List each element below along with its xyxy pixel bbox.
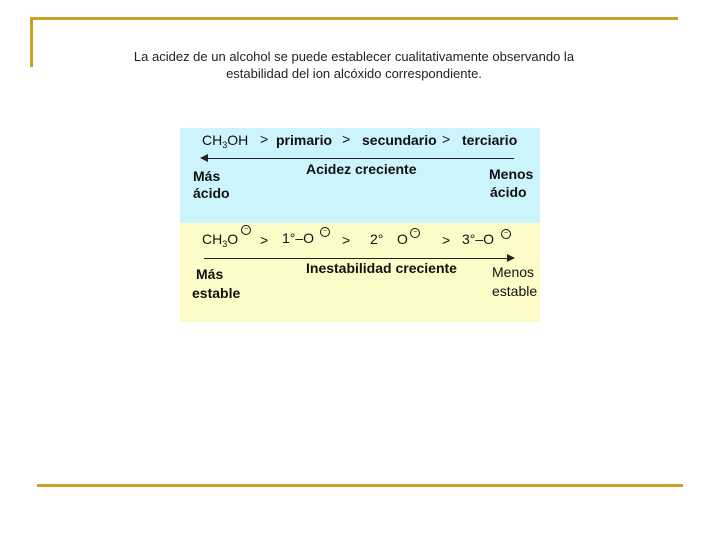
- stability-tertiary: 3°–O: [462, 231, 495, 247]
- stability-gt-3: >: [442, 232, 451, 248]
- stability-secondary-num: 2°: [370, 231, 384, 247]
- acidity-arrow-line: [206, 158, 514, 159]
- stability-primary: 1°–O: [282, 230, 315, 246]
- acidity-arrow-label: Acidez creciente: [306, 161, 417, 177]
- intro-line-1: La acidez de un alcohol se puede establecer cualitativamente observando la: [133, 49, 575, 64]
- ch3oh-subscript: 3: [222, 140, 228, 150]
- ch3o-formula: [202, 231, 238, 247]
- ch3o-ch: CH: [202, 231, 223, 247]
- ch3oh-formula: [202, 132, 248, 148]
- acidity-left-label-1: Más: [193, 168, 221, 184]
- top-rule: [30, 17, 678, 20]
- acidity-secondary: secundario: [362, 132, 437, 148]
- acidity-right-label-1: Menos: [489, 166, 534, 182]
- ch3o-charge: −: [241, 225, 251, 235]
- stability-arrow-label: Inestabilidad creciente: [306, 260, 457, 276]
- acidity-primary: primario: [276, 132, 333, 148]
- acidity-left-label-2: ácido: [193, 185, 230, 201]
- stability-left-label-2: estable: [192, 285, 241, 301]
- acidity-gt-1: >: [260, 131, 269, 147]
- left-rule: [30, 17, 33, 67]
- intro-line-2: estabilidad del ion alcóxido correspondiente.: [226, 66, 482, 81]
- stability-gt-2: >: [342, 232, 351, 248]
- stability-arrow-head: [507, 254, 515, 262]
- primary-charge: −: [320, 227, 330, 237]
- ch3o-subscript: 3: [222, 239, 228, 249]
- secondary-charge: −: [410, 228, 420, 238]
- stability-right-label-2: estable: [492, 283, 538, 299]
- tertiary-charge: −: [501, 229, 511, 239]
- ch3o-o: O: [227, 231, 239, 247]
- acidity-gt-2: >: [342, 131, 351, 147]
- bottom-rule: [37, 484, 683, 487]
- intro-text: [100, 48, 608, 82]
- acidity-gt-3: >: [442, 131, 451, 147]
- stability-arrow-line: [204, 258, 508, 259]
- acidity-tertiary: terciario: [462, 132, 518, 148]
- stability-left-label-1: Más: [196, 266, 224, 282]
- stability-secondary-o: O: [397, 231, 408, 247]
- ch3oh-oh: OH: [227, 132, 249, 148]
- ch3oh-ch: CH: [202, 132, 223, 148]
- acidity-right-label-2: ácido: [490, 184, 527, 200]
- stability-right-label-1: Menos: [492, 264, 535, 280]
- stability-gt-1: >: [260, 232, 269, 248]
